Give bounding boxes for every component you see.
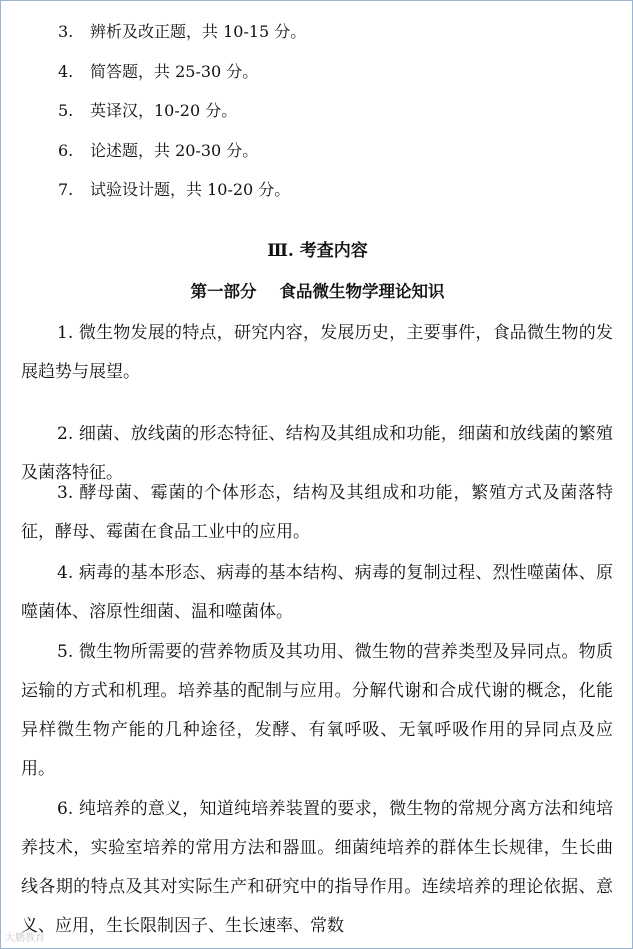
list-item-text: 简答题，共 25-30 分。 (90, 62, 259, 81)
paragraph: 6. 纯培养的意义，知道纯培养装置的要求，微生物的常规分离方法和纯培养技术，实验室培养的常用方法和器皿。细菌纯培养的群体生长规律，生长曲线各期的特点及其对实际生产和研究中的指导作用。连续培养的理论依据、意义、应用，生长限制因子、生长速率、常数 (21, 799, 613, 936)
section-title: Ⅲ. 考查内容 (267, 241, 368, 261)
list-item (58, 21, 306, 43)
list-item-number: 3. (58, 22, 74, 41)
list-item (58, 140, 258, 162)
list-item (58, 100, 237, 122)
list-item-number: 7. (58, 180, 74, 199)
list-item-number: 4. (58, 62, 74, 81)
list-item (58, 61, 258, 83)
paragraph: 2. 细菌、放线菌的形态特征、结构及其组成和功能，细菌和放线菌的繁殖及菌落特征。 (21, 424, 613, 483)
list-item-text: 辨析及改正题，共 10-15 分。 (90, 22, 307, 41)
part-title: 第一部分 食品微生物学理论知识 (190, 282, 445, 301)
paragraph: 1. 微生物发展的特点，研究内容，发展历史，主要事件，食品微生物的发展趋势与展望。 (21, 323, 613, 382)
watermark: 大鹏教育 (5, 933, 45, 944)
list-item-number: 5. (58, 101, 74, 120)
paragraph: 3. 酵母菌、霉菌的个体形态，结构及其组成和功能，繁殖方式及菌落特征，酵母、霉菌在食品工业中的应用。 (21, 483, 613, 542)
list-item (58, 179, 290, 201)
list-item-text: 论述题，共 20-30 分。 (90, 141, 259, 160)
paragraph: 5. 微生物所需要的营养物质及其功用、微生物的营养类型及异同点。物质运输的方式和机理。培养基的配制与应用。分解代谢和合成代谢的概念，化能异样微生物产能的几种途径，发酵、有氧呼吸、无氧呼吸作用的异同点及应用。 (21, 642, 613, 779)
list-item-text: 试验设计题，共 10-20 分。 (90, 180, 291, 199)
paragraph: 4. 病毒的基本形态、病毒的基本结构、病毒的复制过程、烈性噬菌体、原噬菌体、溶原性细菌、温和噬菌体。 (21, 563, 613, 622)
list-item-text: 英译汉，10-20 分。 (90, 101, 238, 120)
list-item-number: 6. (58, 141, 74, 160)
